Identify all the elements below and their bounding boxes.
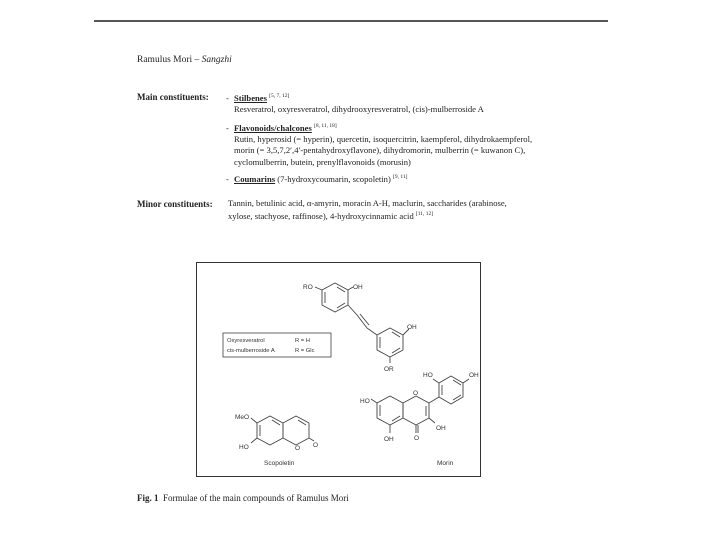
heading-chinese: Sangzhi: [201, 55, 232, 65]
morin-ring-a: [377, 396, 403, 425]
legend-r-value: R = H: [295, 338, 310, 344]
section-title: Stilbenes: [234, 92, 267, 103]
label-oh: OH: [436, 425, 446, 432]
reference: [5, 7, 12]: [269, 93, 290, 99]
figure-caption: [137, 493, 349, 503]
label-ho: HO: [239, 444, 249, 451]
heading-latin: Ramulus Mori: [137, 55, 193, 65]
figure-structures: [196, 262, 481, 477]
section-title: Flavonoids/chalcones: [234, 122, 312, 133]
section-text-line: cyclomulberrin, butein, prenylflavonoids (morusin): [234, 156, 411, 167]
label-ho: HO: [423, 372, 433, 379]
label-oh: OH: [407, 324, 417, 331]
section-text-line: Rutin, hyperosid (= hyperin), quercetin, isoquercitrin, kaempferol, dihydrokaempferol,: [234, 134, 533, 145]
label-oh: OH: [469, 372, 479, 379]
label-meo: MeO: [235, 414, 250, 421]
main-constituents-label: Main constituents:: [137, 92, 209, 102]
section-title: Coumarins: [234, 173, 276, 184]
minor-line: Tannin, betulinic acid, α-amyrin, moracin A-H, maclurin, saccharides (arabinose,: [228, 198, 507, 208]
reference: [11, 12]: [415, 211, 434, 218]
minor-constituents-label: Minor constituents:: [137, 199, 213, 209]
label-oh: OH: [384, 436, 394, 443]
morin-ring-c: [403, 396, 429, 425]
label-oh: OH: [353, 284, 363, 291]
caption-text: Formulae of the main compounds of Ramulus Mori: [163, 493, 349, 503]
scopoletin-ring-2: [283, 416, 309, 445]
label-o: O: [414, 435, 420, 442]
label-or: OR: [384, 366, 394, 373]
page-heading: [137, 55, 232, 65]
heading-separator: –: [192, 55, 202, 65]
legend-compound-name: cis-mulberroside A: [227, 348, 275, 354]
chemical-structures-drawing: [197, 263, 482, 478]
minor-line: xylose, stachyose, raffinose), 4-hydroxycinnamic acid: [228, 211, 416, 222]
legend-compound-name: Oxyresveratrol: [227, 338, 265, 344]
label-o: O: [413, 390, 419, 397]
top-rule: [94, 20, 608, 22]
morin-name: Morin: [437, 460, 454, 467]
figure-number: Fig. 1: [137, 493, 159, 503]
section-text-line: morin (= 3,5,7,2′,4′-pentahydroxyflavone), dihydromorin, mulberrin (= kuwanon C),: [234, 145, 526, 156]
section-text: Resveratrol, oxyresveratrol, dihydrooxyresveratrol, (cis)-mulberroside A: [234, 104, 484, 115]
section-flavonoids: - Flavonoids/chalcones [8, 11, 18] Rutin, hyperosid (= hyperin), quercetin, isoquercitrin, kaempferol, dihydrokaempferol, morin (= 3,5,7,2′,4′-pentahydroxyflavone), dihydromorin, mulberrin (= kuwanon C), cyclomulberrin, butein, prenylflavonoids (morusin): [226, 121, 606, 168]
scopoletin-name: Scopoletin: [264, 460, 295, 467]
minor-constituents-text: [228, 198, 568, 222]
scopoletin-ring-1: [257, 416, 283, 445]
label-ho: HO: [360, 398, 370, 405]
label-o: O: [313, 442, 319, 449]
stilbene-ring-b: [377, 328, 403, 357]
stilbene-ring-a: [322, 283, 348, 312]
label-ro: RO: [303, 284, 313, 291]
section-coumarins: - Coumarins (7-hydroxycoumarin, scopoletin) [9, 11]: [226, 173, 408, 184]
morin-ring-b: [439, 376, 463, 404]
section-stilbenes: - Stilbenes [5, 7, 12] Resveratrol, oxyresveratrol, dihydrooxyresveratrol, (cis)-mulberroside A: [226, 91, 606, 115]
section-text: (7-hydroxycoumarin, scopoletin): [275, 173, 393, 184]
label-o: O: [295, 445, 301, 452]
reference: [9, 11]: [392, 174, 408, 180]
reference: [8, 11, 18]: [314, 123, 337, 129]
vinyl-bond: [348, 305, 357, 315]
legend-r-value: R = Glc: [295, 348, 315, 354]
